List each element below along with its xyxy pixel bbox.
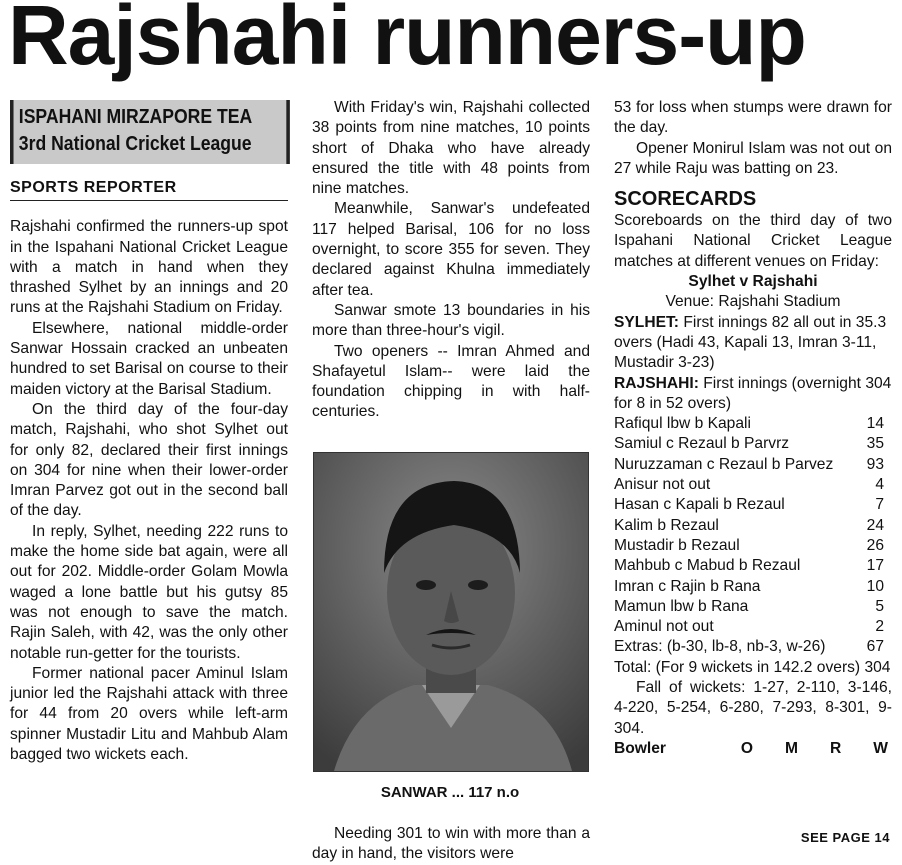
bowler-header: [614, 739, 892, 759]
batting-row: [614, 475, 892, 495]
fall-of-wickets: Fall of wickets: 1-27, 2-110, 3-146, 4-220, 5-254, 6-280, 7-293, 8-301, 9-304.: [614, 679, 892, 737]
batsman-dismissal: Aminul not out: [614, 618, 714, 636]
match-title: Sylhet v Rajshahi: [688, 273, 818, 291]
paragraph: Opener Monirul Islam was not out on 27 while Raju was batting on 23.: [614, 139, 892, 177]
batsman-dismissal: Imran c Rajin b Rana: [614, 577, 761, 595]
player-portrait-image: [314, 453, 588, 771]
see-page-link[interactable]: SEE PAGE 14: [800, 830, 890, 845]
column-1: [10, 100, 288, 765]
batsman-dismissal: Nuruzzaman c Rezaul b Parvez: [614, 455, 834, 473]
extras-row: [614, 637, 892, 657]
paragraph: Rajshahi confirmed the runners-up spot in the Ispahani National Cricket League with a match in hand when they thrashed Sylhet by an innings and 20 runs at the Rajshahi Stadium on Friday.: [10, 218, 288, 317]
batsman-runs: 14: [866, 415, 884, 433]
headline: Rajshahi runners-up: [8, 0, 806, 82]
batsman-runs: 93: [866, 455, 884, 473]
batsman-runs: 17: [866, 557, 884, 575]
batting-row: [614, 556, 892, 576]
batsman-dismissal: Kalim b Rezaul: [614, 516, 719, 534]
innings-text: First innings (overnight 304 for 8 in 52 overs): [614, 374, 892, 412]
sylhet-innings: [614, 313, 892, 374]
column-2-bottom: [312, 824, 590, 865]
paragraph: Former national pacer Aminul Islam junior led the Rajshahi attack with three for 44 from 20 overs while left-arm spinner Mustadir Litu and Mahbub Alam bagged two wickets each.: [10, 664, 288, 764]
batting-row: [614, 414, 892, 434]
innings-text: First innings 82 all out in 35.3 overs (Hadi 43, Kapali 13, Imran 3-11, Mustadir 3-23): [614, 313, 887, 372]
paragraph: 53 for loss when stumps were drawn for the day.: [614, 99, 892, 137]
bowler-label: Bowler: [614, 739, 666, 757]
batting-row: [614, 455, 892, 475]
paragraph: Two openers -- Imran Ahmed and Shafayetul Islam-- were laid the foundation chipping in with half-centuries.: [312, 342, 590, 421]
match-venue: Venue: Rajshahi Stadium: [665, 293, 841, 311]
bowler-column-header: R: [830, 739, 842, 757]
total-row: Total: (For 9 wickets in 142.2 overs) 304: [614, 658, 891, 676]
player-photo: [313, 452, 589, 772]
batsman-dismissal: Hasan c Kapali b Rezaul: [614, 496, 785, 514]
batting-row: [614, 577, 892, 597]
batting-row: [614, 617, 892, 637]
bowler-column-header: W: [873, 739, 888, 757]
bowler-column-header: M: [785, 739, 799, 757]
extras-runs: 67: [866, 638, 884, 656]
batsman-dismissal: Anisur not out: [614, 476, 711, 494]
paragraph: With Friday's win, Rajshahi collected 38 points from nine matches, 10 points short of Dhaka who have already ensured the title with 48 points from nine matches.: [312, 99, 590, 198]
photo-caption: SANWAR ... 117 n.o: [380, 784, 520, 801]
paragraph: In reply, Sylhet, needing 222 runs to make the home side bat again, were all out for 202. Middle-order Golam Mowla waged a lone battle but his gutsy 85 was not enough to save the match. Rajin Saleh, with 42, was the only other notable run-getter for the tourists.: [10, 522, 288, 662]
batsman-runs: 2: [875, 618, 884, 636]
batsman-dismissal: Rafiqul lbw b Kapali: [614, 415, 751, 433]
batsman-runs: 10: [866, 577, 884, 595]
paragraph: Meanwhile, Sanwar's undefeated 117 helped Barisal, 106 for no loss overnight, to score 355 for seven. They declared against Khulna immediately after tea.: [312, 200, 590, 299]
bowler-column-header: O: [740, 739, 754, 757]
batsman-runs: 35: [866, 435, 884, 453]
column-2: [312, 98, 590, 423]
paragraph: Elsewhere, national middle-order Sanwar Hossain cracked an unbeaten hundred to set Barisal on course to their maiden victory at the Barisal Stadium.: [10, 319, 288, 398]
sponsor-line-2: 3rd National Cricket League: [18, 133, 252, 155]
batting-row: [614, 495, 892, 515]
team-label: RAJSHAHI:: [614, 374, 699, 392]
scorecards-intro: Scoreboards on the third day of two Ispahani National Cricket League matches at different venues on Friday:: [614, 212, 892, 270]
bowler-columns: [741, 739, 892, 759]
batsman-dismissal: Mustadir b Rezaul: [614, 536, 740, 554]
batting-row: [614, 597, 892, 617]
batsman-runs: 7: [875, 496, 884, 514]
column-3: [614, 98, 892, 759]
paragraph: Sanwar smote 13 boundaries in his more than three-hour's vigil.: [312, 301, 590, 340]
paragraph: Needing 301 to win with more than a day in hand, the visitors were: [312, 825, 590, 863]
batsman-runs: 26: [866, 536, 884, 554]
batting-row: [614, 536, 892, 556]
batsman-dismissal: Mahbub c Mabud b Rezaul: [614, 557, 801, 575]
byline: SPORTS REPORTER: [10, 178, 288, 201]
rajshahi-innings: [614, 374, 892, 415]
batsman-runs: 5: [875, 597, 884, 615]
sponsor-line-1: ISPAHANI MIRZAPORE TEA: [18, 106, 253, 128]
batsman-runs: 24: [866, 516, 884, 534]
scorecards-heading: SCORECARDS: [614, 188, 757, 211]
paragraph: On the third day of the four-day match, Rajshahi, who shot Sylhet out for only 82, declared their first innings on 304 for nine when their lower-order Imran Parvez got out in the second ball of the day.: [10, 400, 288, 520]
batting-list: [614, 414, 892, 637]
batsman-runs: 4: [875, 476, 884, 494]
batting-row: [614, 434, 892, 454]
sponsor-box: [10, 100, 290, 164]
extras-text: Extras: (b-30, lb-8, nb-3, w-26): [614, 638, 826, 656]
batting-row: [614, 516, 892, 536]
batsman-dismissal: Samiul c Rezaul b Parvrz: [614, 435, 790, 453]
team-label: SYLHET:: [614, 313, 679, 331]
batsman-dismissal: Mamun lbw b Rana: [614, 597, 749, 615]
